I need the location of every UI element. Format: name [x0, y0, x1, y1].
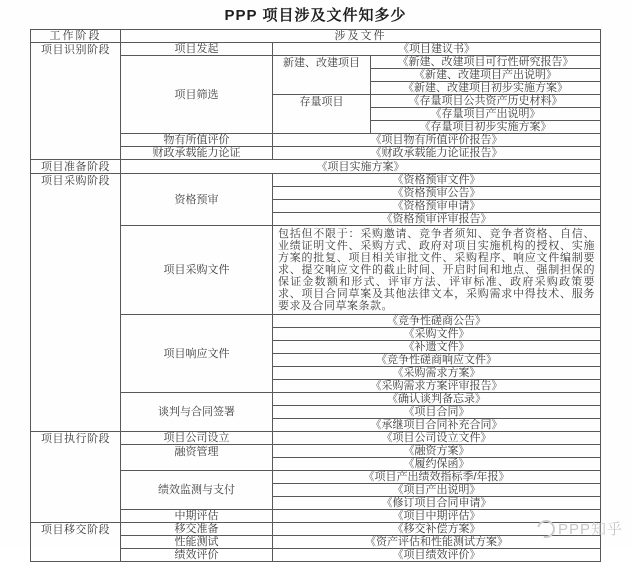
task-cell: 新建、改建项目	[272, 56, 370, 95]
document-cell: 《资格预审公告》	[272, 187, 600, 200]
task-cell: 性能测试	[120, 536, 272, 549]
document-cell: 《新建、改建项目产出说明》	[370, 69, 600, 82]
watermark-label: PPP知乎	[557, 521, 623, 538]
table-row	[30, 160, 600, 174]
document-cell: 《项目合同》	[272, 406, 600, 419]
document-cell: 《采购需求方案》	[272, 367, 600, 380]
document-cell: 《新建、改建项目可行性研究报告》	[370, 56, 600, 69]
document-cell: 《项目建议书》	[272, 43, 600, 56]
document-cell: 《项目中期评估》	[272, 510, 600, 523]
task-cell: 谈判与合同签署	[120, 393, 272, 432]
task-cell: 项目响应文件	[120, 315, 272, 393]
document-cell: 《资格预审评审报告》	[272, 213, 600, 226]
document-cell: 《竞争性磋商公告》	[272, 315, 600, 328]
task-cell: 项目筛选	[120, 56, 272, 134]
task-cell: 融资管理	[120, 445, 272, 471]
task-cell: 中期评估	[120, 510, 272, 523]
document-cell: 《融资方案》	[272, 445, 600, 458]
task-cell: 项目公司设立	[120, 432, 272, 445]
document-cell: 《财政承载能力论证报告》	[272, 147, 600, 160]
phase-cell: 项目采购阶段	[30, 174, 120, 432]
ppp-documents-table	[30, 29, 601, 562]
column-header-cell: 工作阶段	[30, 30, 120, 43]
document-cell: 《存量项目产出说明》	[370, 108, 600, 121]
document-cell: 《修订项目合同申请》	[272, 497, 600, 510]
document-cell: 《项目绩效评价》	[272, 549, 600, 562]
document-cell: 《资格预审文件》	[272, 174, 600, 187]
document-list-paragraph-cell: 包括但不限于：采购邀请、竞争者须知、竞争者资格、自信、业绩证明文件、采购方式、政府对项目实施机构的授权、实施方案的批复、项目相关审批文件、采购程序、响应文件编制要求、提交响应文件的截止时间、开启时间和地点、强制担保的保证金数额和形式、评审方法、评审标准、政府采购政策要求、项目合同草案及其他法律文本，采购需求中得技术、服务要求及合同草案条款。	[272, 226, 600, 315]
document-cell: 《确认谈判备忘录》	[272, 393, 600, 406]
document-cell: 《存量项目初步实施方案》	[370, 121, 600, 134]
page-title: PPP 项目涉及文件知多少	[224, 7, 407, 24]
column-header-cell: 涉及文件	[120, 30, 600, 43]
document-cell: 《存量项目公共资产历史材料》	[370, 95, 600, 108]
document-cell: 《竞争性磋商响应文件》	[272, 354, 600, 367]
table-row	[30, 432, 600, 445]
task-cell: 项目发起	[120, 43, 272, 56]
table-row	[30, 43, 600, 56]
document-cell: 《采购文件》	[272, 328, 600, 341]
task-cell: 项目采购文件	[120, 226, 272, 315]
document-cell: 《项目产出说明》	[272, 484, 600, 497]
document-cell: 《资产评估和性能测试方案》	[272, 536, 600, 549]
phase-cell: 项目移交阶段	[30, 523, 120, 562]
task-cell: 绩效监测与支付	[120, 471, 272, 510]
task-cell: 绩效评价	[120, 549, 272, 562]
document-cell: 《资格预审申请》	[272, 200, 600, 213]
document-cell: 《移交补偿方案》	[272, 523, 600, 536]
table-row	[30, 30, 600, 43]
task-cell: 财政承载能力论证	[120, 147, 272, 160]
phase-cell: 项目准备阶段	[30, 160, 120, 174]
task-cell: 存量项目	[272, 95, 370, 134]
phase-cell: 项目识别阶段	[30, 43, 120, 160]
document-cell: 《承继项目合同补充合同》	[272, 419, 600, 432]
task-cell: 移交准备	[120, 523, 272, 536]
table-row	[30, 174, 600, 187]
document-cell: 《采购需求方案评审报告》	[272, 380, 600, 393]
document-cell: 《补遗文件》	[272, 341, 600, 354]
document-cell: 《履约保函》	[272, 458, 600, 471]
table-row	[30, 523, 600, 536]
task-cell: 物有所值评价	[120, 134, 272, 147]
table-body	[30, 30, 600, 562]
phase-cell: 项目执行阶段	[30, 432, 120, 523]
document-cell: 《项目物有所值评价报告》	[272, 134, 600, 147]
document-cell: 《项目公司设立文件》	[272, 432, 600, 445]
document-cell: 《项目产出绩效指标季/年报》	[272, 471, 600, 484]
document-cell: 《新建、改建项目初步实施方案》	[370, 82, 600, 95]
document-cell: 《项目实施方案》	[120, 160, 600, 174]
task-cell: 资格预审	[120, 174, 272, 226]
